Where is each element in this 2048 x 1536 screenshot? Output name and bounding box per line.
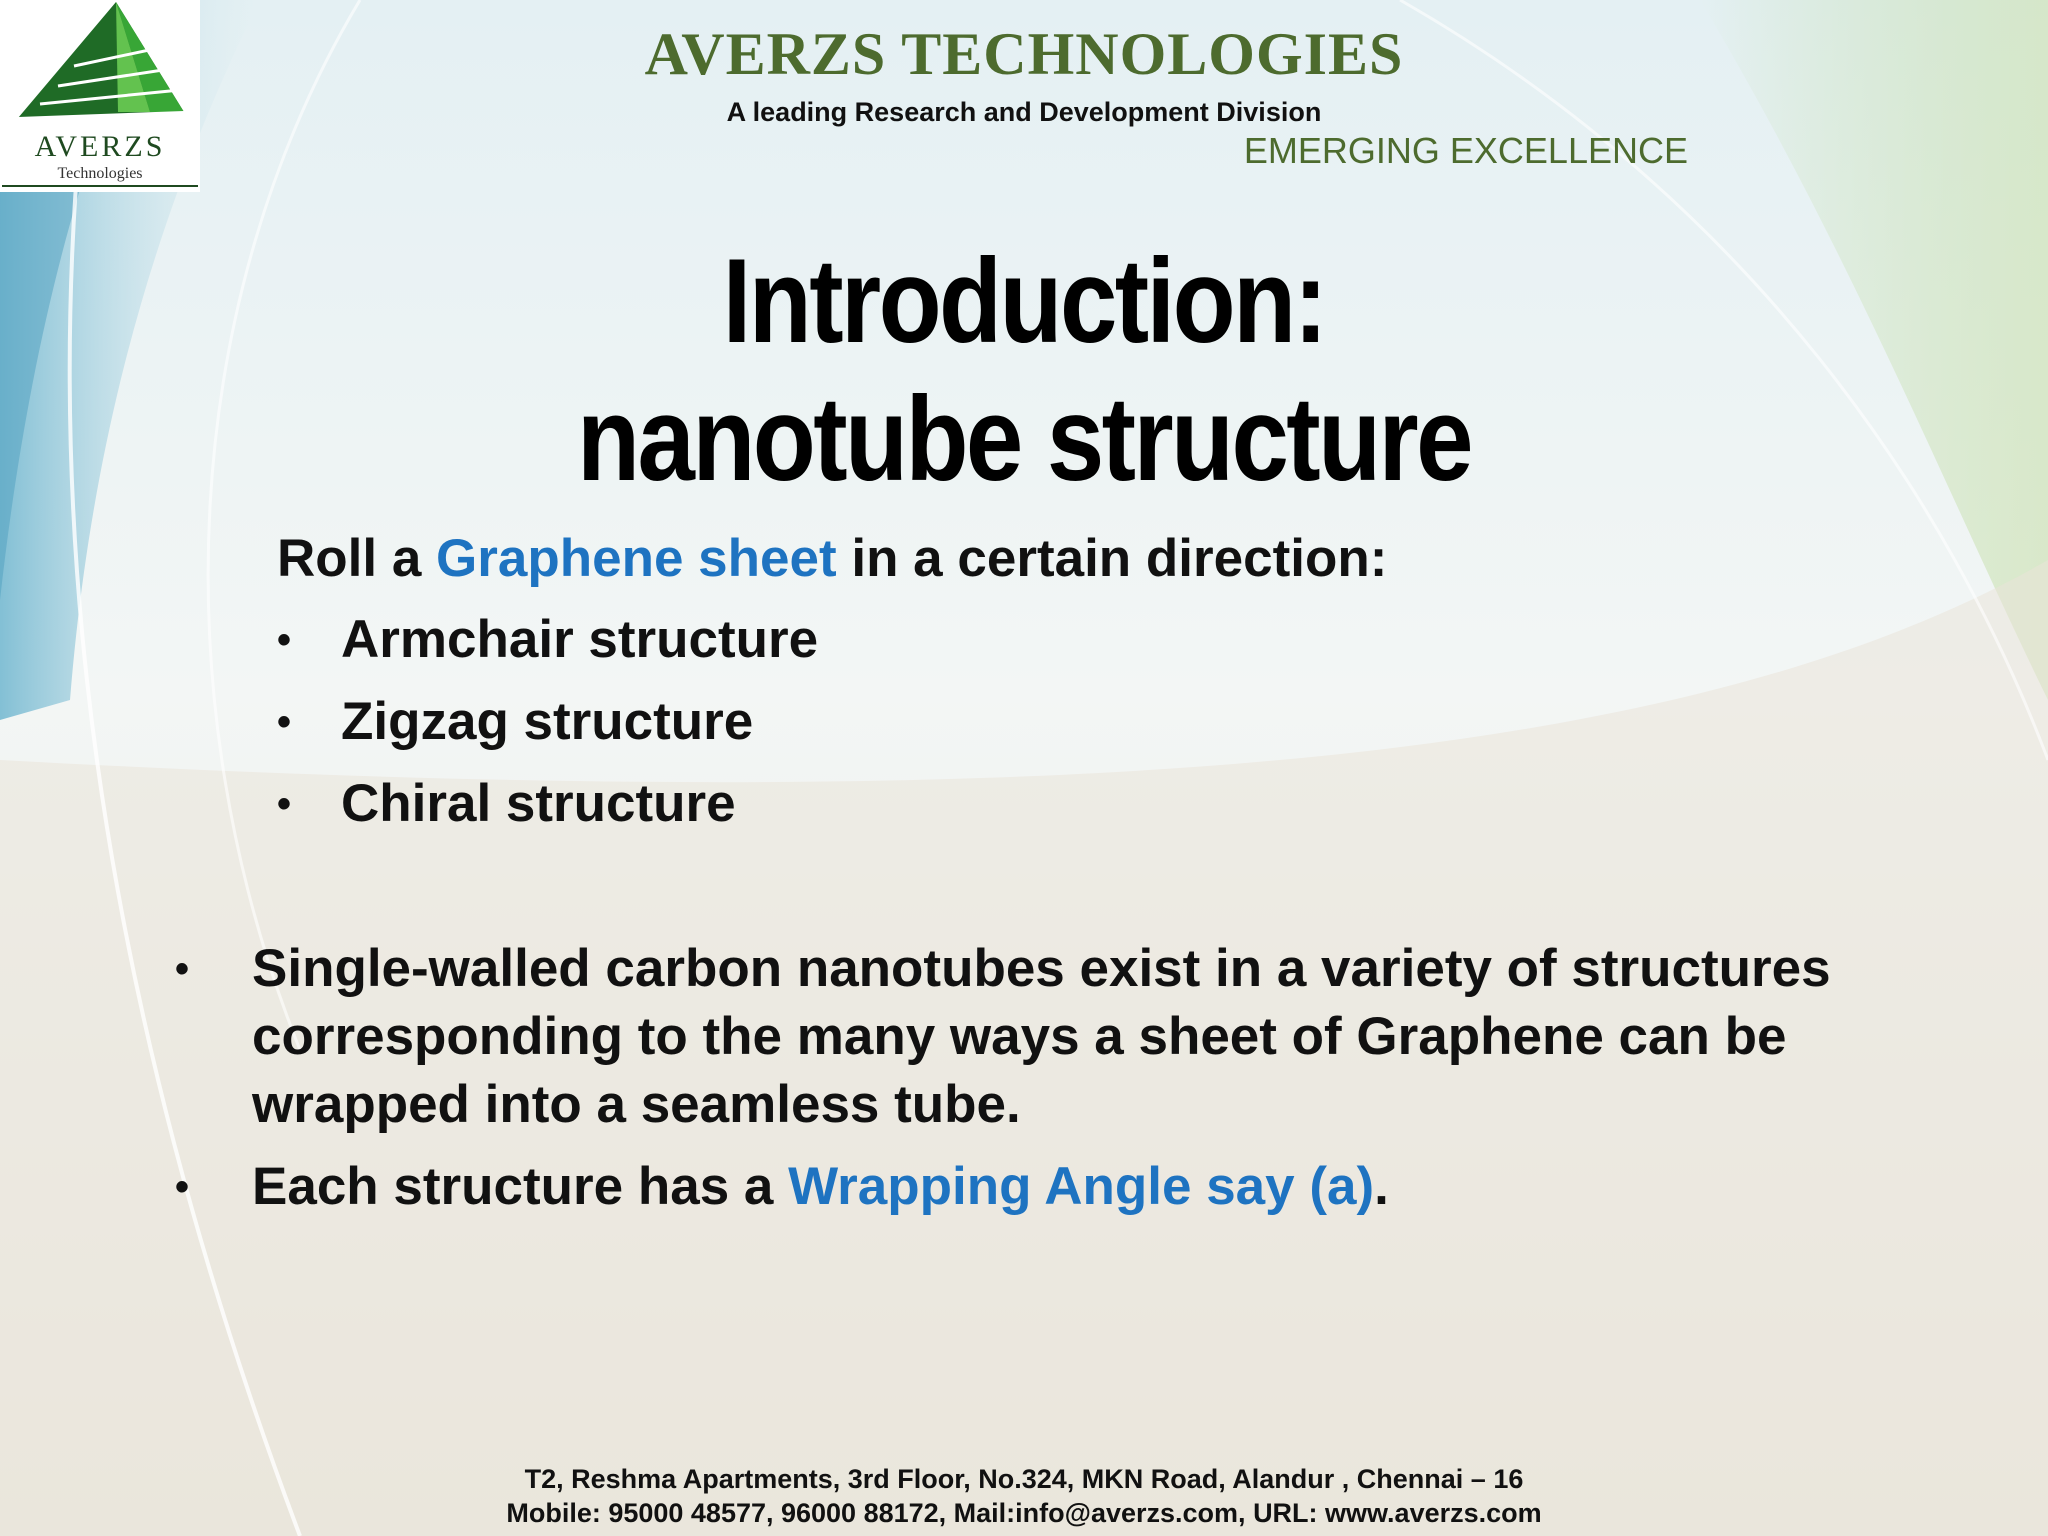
footer — [0, 1462, 2048, 1530]
list-item — [175, 935, 1935, 1139]
svg-text:AVERZS: AVERZS — [34, 130, 166, 163]
intro-prefix: Roll a — [277, 529, 437, 588]
bullet-icon: • — [175, 1165, 190, 1209]
bullet-icon: • — [277, 618, 292, 662]
company-name-text: AVERZS TECHNOLOGIES — [644, 21, 1404, 87]
svg-text:Technologies: Technologies — [57, 165, 143, 182]
bullet-icon: • — [277, 782, 292, 826]
structure-label: Zigzag structure — [341, 692, 754, 751]
tagline: EMERGING EXCELLENCE — [1243, 130, 1688, 171]
slide-title-line-1: Introduction: — [722, 234, 1326, 368]
bullet-icon: • — [277, 700, 292, 744]
intro-highlight: Graphene sheet — [436, 529, 837, 588]
footer-address: T2, Reshma Apartments, 3rd Floor, No.324, MKN Road, Alandur , Chennai – 16 — [524, 1464, 1524, 1494]
main-bullet-list — [175, 935, 1935, 1235]
bullet-text-highlight: Wrapping Angle say (a) — [788, 1157, 1375, 1216]
intro-suffix: in a certain direction: — [836, 529, 1388, 588]
bullet-text-suffix: . — [1374, 1157, 1389, 1216]
bullet-text-prefix: Each structure has a — [252, 1157, 789, 1216]
slide-title-line-2: nanotube structure — [577, 372, 1471, 506]
list-item — [175, 1153, 1935, 1221]
company-name — [0, 20, 2048, 89]
intro-line — [277, 528, 1387, 589]
structure-label: Armchair structure — [341, 610, 819, 669]
footer-contact: Mobile: 95000 48577, 96000 88172, Mail:info@averzs.com, URL: www.averzs.com — [506, 1498, 1542, 1528]
list-item — [277, 605, 818, 687]
structure-list — [277, 605, 818, 851]
bullet-icon: • — [175, 947, 190, 991]
list-item — [277, 769, 818, 851]
list-item — [277, 687, 818, 769]
bullet-text: Single-walled carbon nanotubes exist in a variety of structures corresponding to the many ways a sheet of Graphene can be wrapped into a seamless tube. — [252, 939, 1831, 1134]
structure-label: Chiral structure — [341, 774, 736, 833]
slide-title — [143, 232, 1904, 508]
division-subtitle: A leading Research and Development Division — [726, 97, 1322, 127]
